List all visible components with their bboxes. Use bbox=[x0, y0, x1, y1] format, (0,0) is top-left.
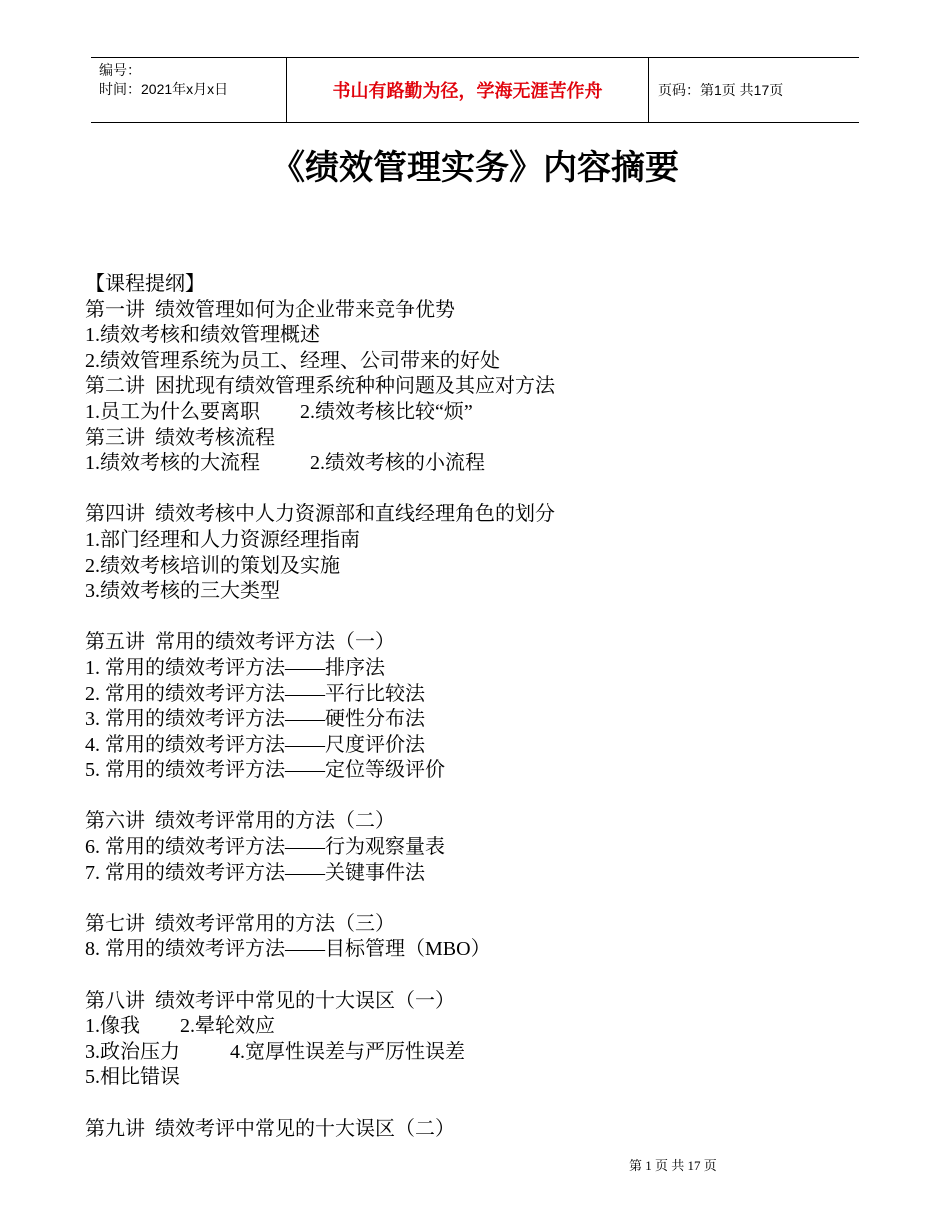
outline-line: 第三讲 绩效考核流程 bbox=[85, 426, 275, 449]
number-label: 编号： bbox=[99, 62, 141, 78]
blank-line bbox=[85, 477, 885, 503]
outline-line: 第九讲 绩效考评中常见的十大误区（二） bbox=[85, 1117, 455, 1140]
outline-line: 第六讲 绩效考评常用的方法（二） bbox=[85, 810, 395, 833]
blank-line bbox=[85, 886, 885, 912]
outline-line: 4. 常用的绩效考评方法——尺度评价法 bbox=[85, 733, 425, 756]
outline-line: 第七讲 绩效考评常用的方法（三） bbox=[85, 912, 395, 935]
outline-line: 2. 常用的绩效考评方法——平行比较法 bbox=[85, 682, 425, 705]
outline-line: 1.绩效考核和绩效管理概述 bbox=[85, 324, 320, 347]
outline-line: 1. 常用的绩效考评方法——排序法 bbox=[85, 656, 385, 679]
time-label: 时间：2021年x月x日 bbox=[99, 81, 229, 97]
outline-line: 3.政治压力 4.宽厚性误差与严厉性误差 bbox=[85, 1040, 465, 1063]
outline-line: 1.员工为什么要离职 2.绩效考核比较“烦” bbox=[85, 400, 473, 423]
outline-line: 5.相比错误 bbox=[85, 1066, 180, 1089]
document-header bbox=[91, 57, 859, 123]
outline-line: 第八讲 绩效考评中常见的十大误区（一） bbox=[85, 989, 455, 1012]
outline-line: 第四讲 绩效考核中人力资源部和直线经理角色的划分 bbox=[85, 503, 555, 526]
blank-line bbox=[85, 784, 885, 810]
document-title: 《绩效管理实务》内容摘要 bbox=[271, 148, 679, 188]
course-outline bbox=[85, 272, 885, 1142]
outline-line: 【课程提纲】 bbox=[85, 273, 205, 295]
outline-line: 2.绩效考核培训的策划及实施 bbox=[85, 554, 340, 577]
outline-line: 第一讲 绩效管理如何为企业带来竞争优势 bbox=[85, 298, 455, 321]
outline-line: 7. 常用的绩效考评方法——关键事件法 bbox=[85, 861, 425, 884]
outline-line: 第五讲 常用的绩效考评方法（一） bbox=[85, 631, 395, 654]
outline-line: 1.绩效考核的大流程 2.绩效考核的小流程 bbox=[85, 452, 485, 475]
outline-line: 6. 常用的绩效考评方法——行为观察量表 bbox=[85, 836, 445, 859]
blank-line bbox=[85, 963, 885, 989]
outline-line: 2.绩效管理系统为员工、经理、公司带来的好处 bbox=[85, 349, 500, 372]
header-page-info: 页码：第1页 共17页 bbox=[658, 82, 784, 98]
outline-line: 3.绩效考核的三大类型 bbox=[85, 580, 280, 603]
outline-line: 5. 常用的绩效考评方法——定位等级评价 bbox=[85, 759, 445, 782]
header-motto: 书山有路勤为径，学海无涯苦作舟 bbox=[286, 58, 649, 122]
header-meta bbox=[91, 58, 286, 122]
outline-line: 1.部门经理和人力资源经理指南 bbox=[85, 528, 360, 551]
outline-line: 8. 常用的绩效考评方法——目标管理（MBO） bbox=[85, 938, 491, 961]
page-footer: 第 1 页 共 17 页 bbox=[629, 1158, 717, 1173]
outline-line: 3. 常用的绩效考评方法——硬性分布法 bbox=[85, 708, 425, 731]
blank-line bbox=[85, 1091, 885, 1117]
outline-line: 第二讲 困扰现有绩效管理系统种种问题及其应对方法 bbox=[85, 375, 555, 398]
outline-line: 1.像我 2.晕轮效应 bbox=[85, 1015, 275, 1038]
blank-line bbox=[85, 605, 885, 631]
